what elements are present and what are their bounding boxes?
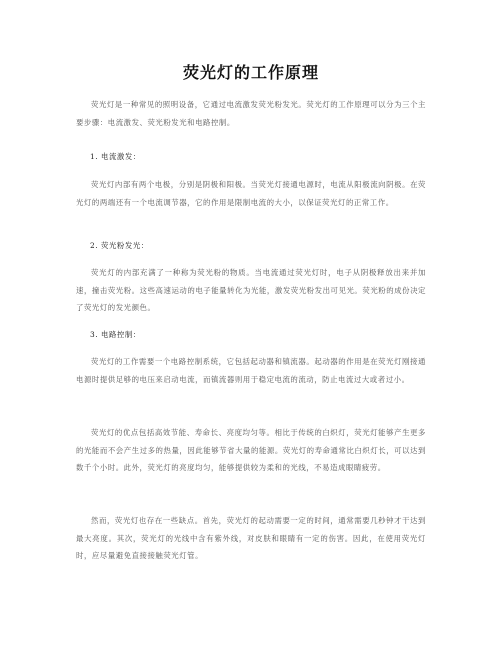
section-heading-1: 1. 电流激发： [90,152,141,161]
section-body-2: 荧光灯的内部充满了一种称为荧光粉的物质。当电流通过荧光灯时，电子从阴极释放出来并加速，撞击荧光粉。这些高速运动的电子能量转化为光能，激发荧光粉发出可见光。荧光粉的成份决定了荧光灯的发光颜色。 [76,268,426,313]
section-heading-2: 2. 荧光粉发光： [90,241,149,250]
section-heading-3: 3. 电路控制： [90,330,141,339]
document-title: 荧光灯的工作原理 [182,63,319,82]
section-body-3: 荧光灯的工作需要一个电路控制系统，它包括起动器和镇流器。起动器的作用是在荧光灯刚接通电源时提供足够的电压来启动电流，而镇流器则用于稳定电流的流动，防止电流过大或者过小。 [76,357,426,384]
intro-paragraph: 荧光灯是一种常见的照明设备，它通过电流激发荧光粉发光。荧光灯的工作原理可以分为三个主要步骤：电流激发、荧光粉发光和电路控制。 [76,100,426,127]
section-body-1: 荧光灯内部有两个电极，分别是阴极和阳极。当荧光灯接通电源时，电流从阳极流向阴极。在荧光灯的两端还有一个电流调节器，它的作用是限制电流的大小，以保证荧光灯的正常工作。 [76,180,426,207]
disadvantages-paragraph: 然而，荧光灯也存在一些缺点。首先，荧光灯的起动需要一定的时间，通常需要几秒钟才干达到最大亮度。其次，荧光灯的光线中含有紫外线，对皮肤和眼睛有一定的伤害。因此，在使用荧光灯时，应尽量避免直接接触荧光灯管。 [76,516,426,561]
advantages-paragraph: 荧光灯的优点包括高效节能、寿命长、亮度均匀等。相比于传统的白炽灯，荧光灯能够产生更多的光能而不会产生过多的热量，因此能够节省大量的能源。荧光灯的寿命通常比白炽灯长，可以达到数千个小时。此外，荧光灯的亮度均匀，能够提供较为柔和的光线，不易造成眼睛疲劳。 [76,428,426,473]
